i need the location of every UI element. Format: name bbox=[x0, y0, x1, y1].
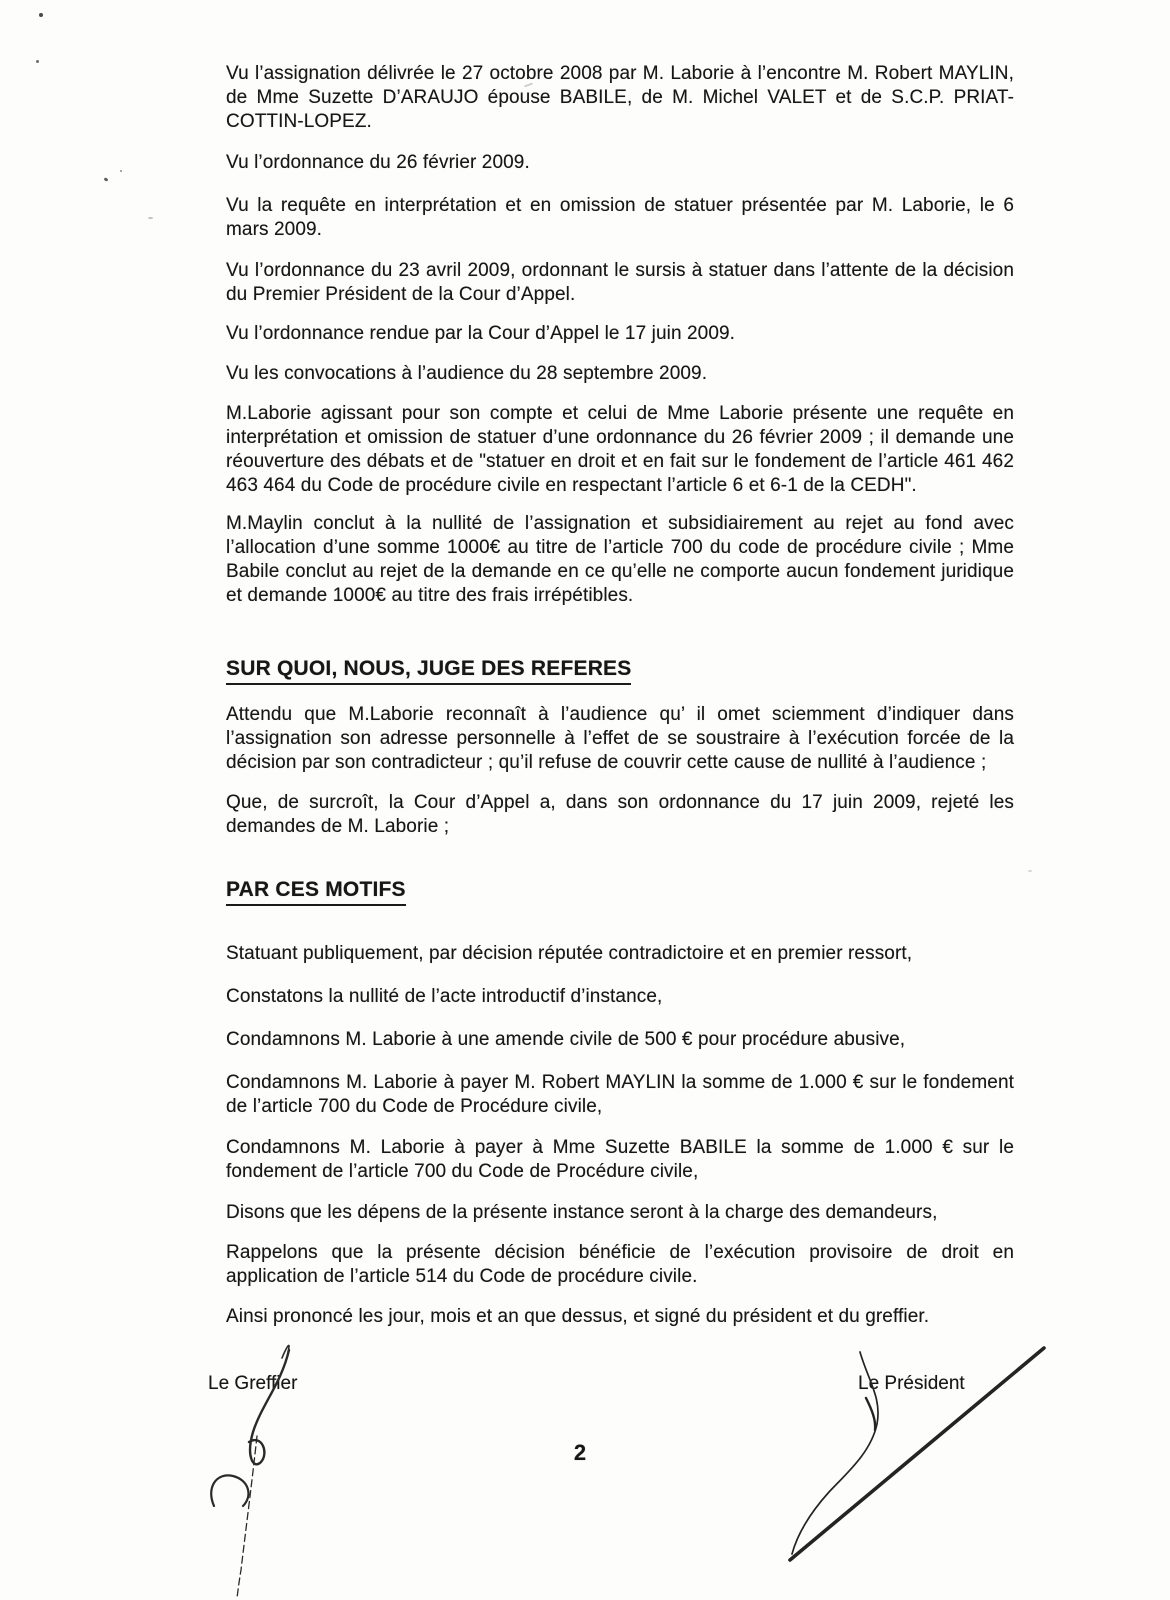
motifs-paragraph: Attendu que M.Laborie reconnaît à l’audience qu’ il omet sciemment d’indiquer dans l’assignation son adresse personnelle à l’effet de se soustraire à l’exécution forcée de la décision par son contradicteur ; qu’il refuse de couvrir cette cause de nullité à l’audience ; bbox=[226, 704, 1014, 773]
motifs-paragraph: Que, de surcroît, la Cour d’Appel a, dans son ordonnance du 17 juin 2009, rejeté les demandes de M. Laborie ; bbox=[226, 792, 1014, 837]
recital-paragraph: Vu l’ordonnance du 26 février 2009. bbox=[226, 152, 530, 173]
dispositif-paragraph: Condamnons M. Laborie à payer à Mme Suzette BABILE la somme de 1.000 € sur le fondement de l’article 700 du Code de Procédure civile, bbox=[226, 1137, 1014, 1182]
dispositif-paragraph: Constatons la nullité de l’acte introductif d’instance, bbox=[226, 986, 663, 1007]
greffier-label: Le Greffier bbox=[208, 1373, 298, 1394]
section-heading-par-ces-motifs-text: PAR CES MOTIFS bbox=[226, 877, 406, 906]
recital-paragraph: Vu l’ordonnance du 23 avril 2009, ordonnant le sursis à statuer dans l’attente de la décision du Premier Président de la Cour d’Appel. bbox=[226, 260, 1014, 305]
recital-paragraph: Vu l’ordonnance rendue par la Cour d’Appel le 17 juin 2009. bbox=[226, 323, 736, 344]
scan-speck bbox=[104, 177, 109, 182]
section-heading-sur-quoi-text: SUR QUOI, NOUS, JUGE DES REFERES bbox=[226, 656, 631, 685]
page-number: 2 bbox=[573, 1440, 587, 1465]
dispositif-paragraph: Disons que les dépens de la présente instance seront à la charge des demandeurs, bbox=[226, 1202, 938, 1223]
scan-speck bbox=[120, 170, 122, 172]
dispositif-paragraph: Statuant publiquement, par décision réputée contradictoire et en premier ressort, bbox=[226, 943, 913, 964]
recital-paragraph: Vu la requête en interprétation et en omission de statuer présentée par M. Laborie, le 6 mars 2009. bbox=[226, 195, 1014, 240]
section-heading-par-ces-motifs bbox=[226, 877, 1014, 906]
scan-speck bbox=[39, 13, 43, 17]
document-body bbox=[226, 62, 1014, 1329]
recital-paragraph: M.Laborie agissant pour son compte et celui de Mme Laborie présente une requête en interprétation et omission de statuer d’une ordonnance du 26 février 2009 ; il demande une réouverture des débats et de "statuer en droit et en fait sur le fondement de l’article 461 462 463 464 du Code de procédure civile en respectant l’article 6 et 6-1 de la CEDH". bbox=[226, 403, 1014, 496]
dispositif-paragraph: Ainsi prononcé les jour, mois et an que dessus, et signé du président et du greffier. bbox=[226, 1306, 930, 1327]
scan-speck bbox=[36, 60, 39, 63]
dispositif-paragraph: Rappelons que la présente décision bénéficie de l’exécution provisoire de droit en application de l’article 514 du Code de procédure civile. bbox=[226, 1242, 1014, 1287]
section-heading-sur-quoi bbox=[226, 656, 1014, 685]
president-label: Le Président bbox=[858, 1373, 965, 1394]
scan-speck bbox=[148, 217, 153, 219]
dispositif-paragraph: Condamnons M. Laborie à une amende civile de 500 € pour procédure abusive, bbox=[226, 1029, 906, 1050]
scan-speck bbox=[1028, 870, 1032, 872]
recital-paragraph: Vu les convocations à l’audience du 28 septembre 2009. bbox=[226, 363, 708, 384]
dispositif-paragraph: Condamnons M. Laborie à payer M. Robert MAYLIN la somme de 1.000 € sur le fondement de l’article 700 du Code de Procédure civile, bbox=[226, 1072, 1014, 1117]
recital-paragraph: M.Maylin conclut à la nullité de l’assignation et subsidiairement au rejet au fond avec l’allocation d’une somme 1000€ au titre de l’article 700 du code de procédure civile ; Mme Babile conclut au rejet de la demande en ce qu’elle ne comporte aucun fondement juridique et demande 1000€ au titre des frais irrépétibles. bbox=[226, 513, 1014, 606]
recital-paragraph: Vu l’assignation délivrée le 27 octobre 2008 par M. Laborie à l’encontre M. Robert MAYLIN, de Mme Suzette D’ARAUJO épouse BABILE, de M. Michel VALET et de S.C.P. PRIAT-COTTIN-LOPEZ. bbox=[226, 63, 1014, 132]
